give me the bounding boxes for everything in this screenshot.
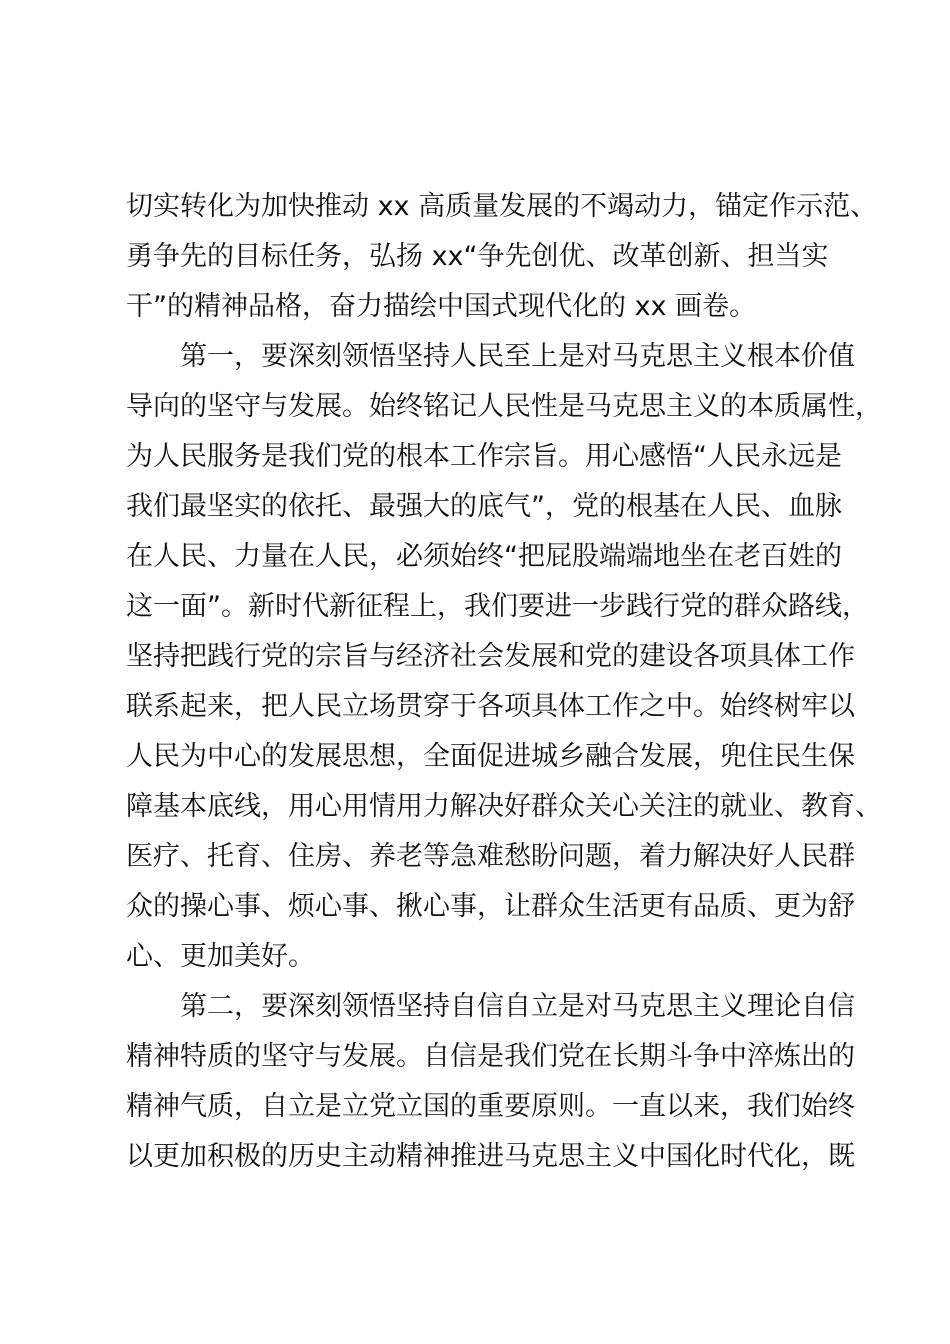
- text-line: 人民为中心的发展思想，全面促进城乡融合发展，兜住民生保: [126, 741, 855, 772]
- text-line: 切实转化为加快推动 xx 高质量发展的不竭动力，锚定作示范、: [126, 191, 878, 222]
- document-body: [126, 182, 882, 1182]
- text-line: 我们最坚实的依托、最强大的底气”，党的根基在人民、血脉: [126, 491, 842, 522]
- text-line: 众的操心事、烦心事、揪心事，让群众生活更有品质、更为舒: [126, 891, 855, 922]
- text-line: 联系起来，把人民立场贯穿于各项具体工作之中。始终树牢以: [126, 691, 855, 722]
- text-line: 干”的精神品格，奋力描绘中国式现代化的 xx 画卷。: [126, 291, 757, 322]
- paragraph-first-line: 第一，要深刻领悟坚持人民至上是对马克思主义根本价值: [180, 341, 855, 372]
- text-line: 这一面”。新时代新征程上，我们要进一步践行党的群众路线，: [126, 591, 869, 622]
- text-line: 在人民、力量在人民，必须始终“把屁股端端地坐在老百姓的: [126, 541, 842, 572]
- text-line: 医疗、托育、住房、养老等急难愁盼问题，着力解决好人民群: [126, 841, 855, 872]
- paragraph-first-line: 第二，要深刻领悟坚持自信自立是对马克思主义理论自信: [180, 991, 855, 1022]
- text-line: 精神特质的坚守与发展。自信是我们党在长期斗争中淬炼出的: [126, 1041, 855, 1072]
- text-line: 精神气质，自立是立党立国的重要原则。一直以来，我们始终: [126, 1091, 855, 1122]
- text-line: 坚持把践行党的宗旨与经济社会发展和党的建设各项具体工作: [126, 641, 855, 672]
- text-line: 导向的坚守与发展。始终铭记人民性是马克思主义的本质属性，: [126, 391, 882, 422]
- text-line: 为人民服务是我们党的根本工作宗旨。用心感悟“人民永远是: [126, 441, 842, 472]
- text-line: 以更加积极的历史主动精神推进马克思主义中国化时代化，既: [126, 1141, 855, 1172]
- text-line: 心、更加美好。: [126, 941, 315, 972]
- text-line: 勇争先的目标任务，弘扬 xx“争先创优、改革创新、担当实: [126, 241, 829, 272]
- text-line: 障基本底线，用心用情用力解决好群众关心关注的就业、教育、: [126, 791, 882, 822]
